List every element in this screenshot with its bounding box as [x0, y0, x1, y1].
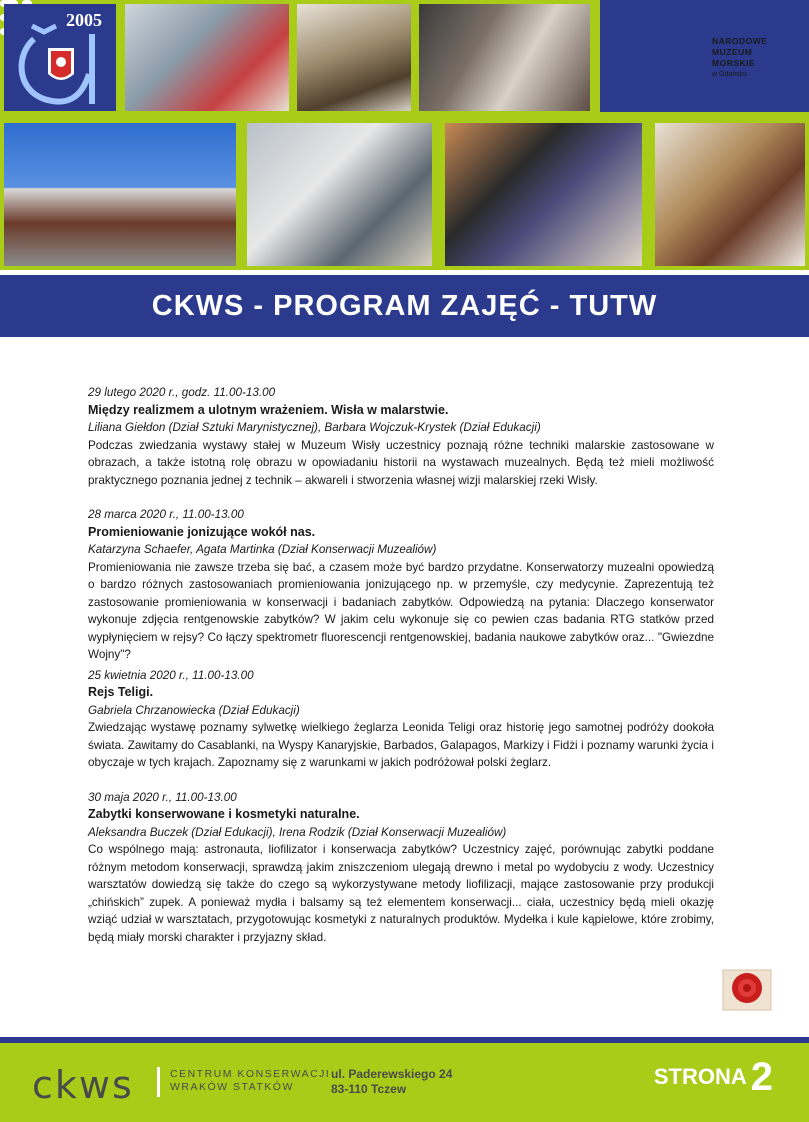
header-photo-grid	[0, 0, 809, 270]
title-bar	[0, 275, 809, 337]
event-authors: Liliana Giełdon (Dział Sztuki Marynistycznej), Barbara Wojczuk-Krystek (Dział Edukacji)	[88, 421, 541, 434]
event-description: Podczas zwiedzania wystawy stałej w Muzeum Wisły uczestnicy poznają różne techniki malarskie zastosowane w obrazach, a także istotną rolę obrazu w opowiadaniu historii na wystawach muzealnych. Będą też mieli możliwość praktycznego poznania jednej z technik – akwareli i stworzenia własnej wizji malarskiej rzeki Wisły.	[88, 438, 714, 487]
address-city: 83-110 Tczew	[331, 1082, 407, 1096]
anniversary-emblem-icon	[4, 4, 116, 111]
org-line-2: WRAKÓW STATKÓW	[170, 1081, 294, 1093]
photo-workshop-people	[419, 4, 590, 111]
address-street: ul. Paderewskiego 24	[331, 1067, 453, 1081]
event-title: Promieniowanie jonizujące wokół nas.	[88, 524, 316, 539]
event-authors: Aleksandra Buczek (Dział Edukacji), Irena Rodzik (Dział Konserwacji Muzealiów)	[88, 825, 507, 839]
page-number	[654, 1055, 773, 1100]
museum-line-3: MORSKIE	[712, 58, 756, 68]
photo-ship-models	[297, 4, 411, 111]
event-date: 30 maja 2020 r., 11.00-13.00	[88, 790, 237, 804]
program-content	[88, 384, 714, 946]
photo-conservation-lab	[125, 4, 289, 111]
page-number-value: 2	[750, 1055, 773, 1099]
event-description: Co wspólnego mają: astronauta, liofilizator i konserwacja zabytków? Uczestnicy zajęć, porównując zabytki poddane różnym metodom konserwacji, sprawdzą jakim zniszczeniom ulegają drewno i metal po wydobyciu z wody. Uczestnicy warsztatów dowiedzą się także do czego są wykorzystywane metody liofilizacji, mające zastosowanie przy produkcji „chińskich” zupek. A ponieważ mydła i balsamy są też elementem konserwacji... ciała, uczestnicy będą mieli okazję wziąć udział w warsztatach, przygotowując kosmetyki z naturalnych produktów. Mydełka i kule kąpielowe, które zrobimy, będą miały morski charakter i przyjazny skład.	[88, 843, 714, 944]
org-line-1: CENTRUM KONSERWACJI	[170, 1068, 331, 1080]
event-authors: Katarzyna Schaefer, Agata Martinka (Dział Konserwacji Muzealiów)	[88, 543, 437, 556]
photo-cosmetics-lab	[655, 123, 805, 266]
event-title: Między realizmem a ulotnym wrażeniem. Wisła w malarstwie.	[88, 402, 449, 417]
photo-tablet	[445, 123, 642, 266]
museum-line-1: NARODOWE	[712, 36, 768, 46]
museum-line-2: MUZEUM	[712, 47, 753, 57]
event-1	[88, 384, 714, 489]
logo-year: 2005	[66, 10, 102, 30]
event-description: Promieniowania nie zawsze trzeba się bać, a czasem może być bardzo przydatne. Konserwatorzy muzealni opowiedzą o bardzo różnych zastosowaniach promieniowania jonizującego np. w przemyśle, czy medycynie. Zaprezentują też zastosowanie promieniowania w konserwacji i badaniach zabytków. Odpowiedzą na pytania: Dlaczego konserwator wykonuje zdjęcia rentgenowskie zabytków? W jakim celu wykonuje się co pewien czas badania RTG statków przed wypłynięciem w rejsy? Co łączy spektrometr fluorescencji rentgenowskiej, badania naukowe zabytków oraz... "Gwiezdne Wojny"?	[88, 560, 714, 661]
museum-city: w Gdańsku	[712, 71, 748, 78]
organization-name	[170, 1068, 330, 1094]
museum-name	[712, 36, 767, 80]
event-2	[88, 506, 714, 664]
logo-separator	[157, 1067, 160, 1097]
anniversary-logo	[4, 4, 116, 111]
event-4	[88, 789, 714, 947]
event-title: Zabytki konserwowane i kosmetyki naturalne.	[88, 807, 360, 821]
wax-seal-icon	[722, 964, 772, 1012]
footer	[0, 1043, 809, 1122]
photo-researcher	[247, 123, 432, 266]
photo-building	[4, 123, 236, 266]
event-title: Rejs Teligi.	[88, 685, 154, 699]
page-title: CKWS - PROGRAM ZAJĘĆ - TUTW	[151, 289, 658, 322]
event-3	[88, 667, 714, 772]
event-date: 25 kwietnia 2020 r., 11.00-13.00	[88, 668, 254, 682]
address	[331, 1067, 452, 1097]
page-label: STRONA	[653, 1064, 747, 1089]
ckws-logo: ckws	[32, 1063, 134, 1107]
event-authors: Gabriela Chrzanowiecka (Dział Edukacji)	[88, 703, 300, 717]
museum-logo	[600, 0, 809, 112]
event-date: 28 marca 2020 r., 11.00-13.00	[88, 508, 244, 521]
event-description: Zwiedzając wystawę poznamy sylwetkę wielkiego żeglarza Leonida Teligi oraz historię jego samotnej podróży dookoła świata. Zawitamy do Casablanki, na Wyspy Kanaryjskie, Barbados, Galapagos, Markizy i Fidżi i poznamy warunki życia i obyczaje w tych krajach. Zapoznamy się z warunkami w jakich podróżował polski żeglarz.	[88, 721, 714, 769]
event-date: 29 lutego 2020 r., godz. 11.00-13.00	[88, 386, 276, 399]
